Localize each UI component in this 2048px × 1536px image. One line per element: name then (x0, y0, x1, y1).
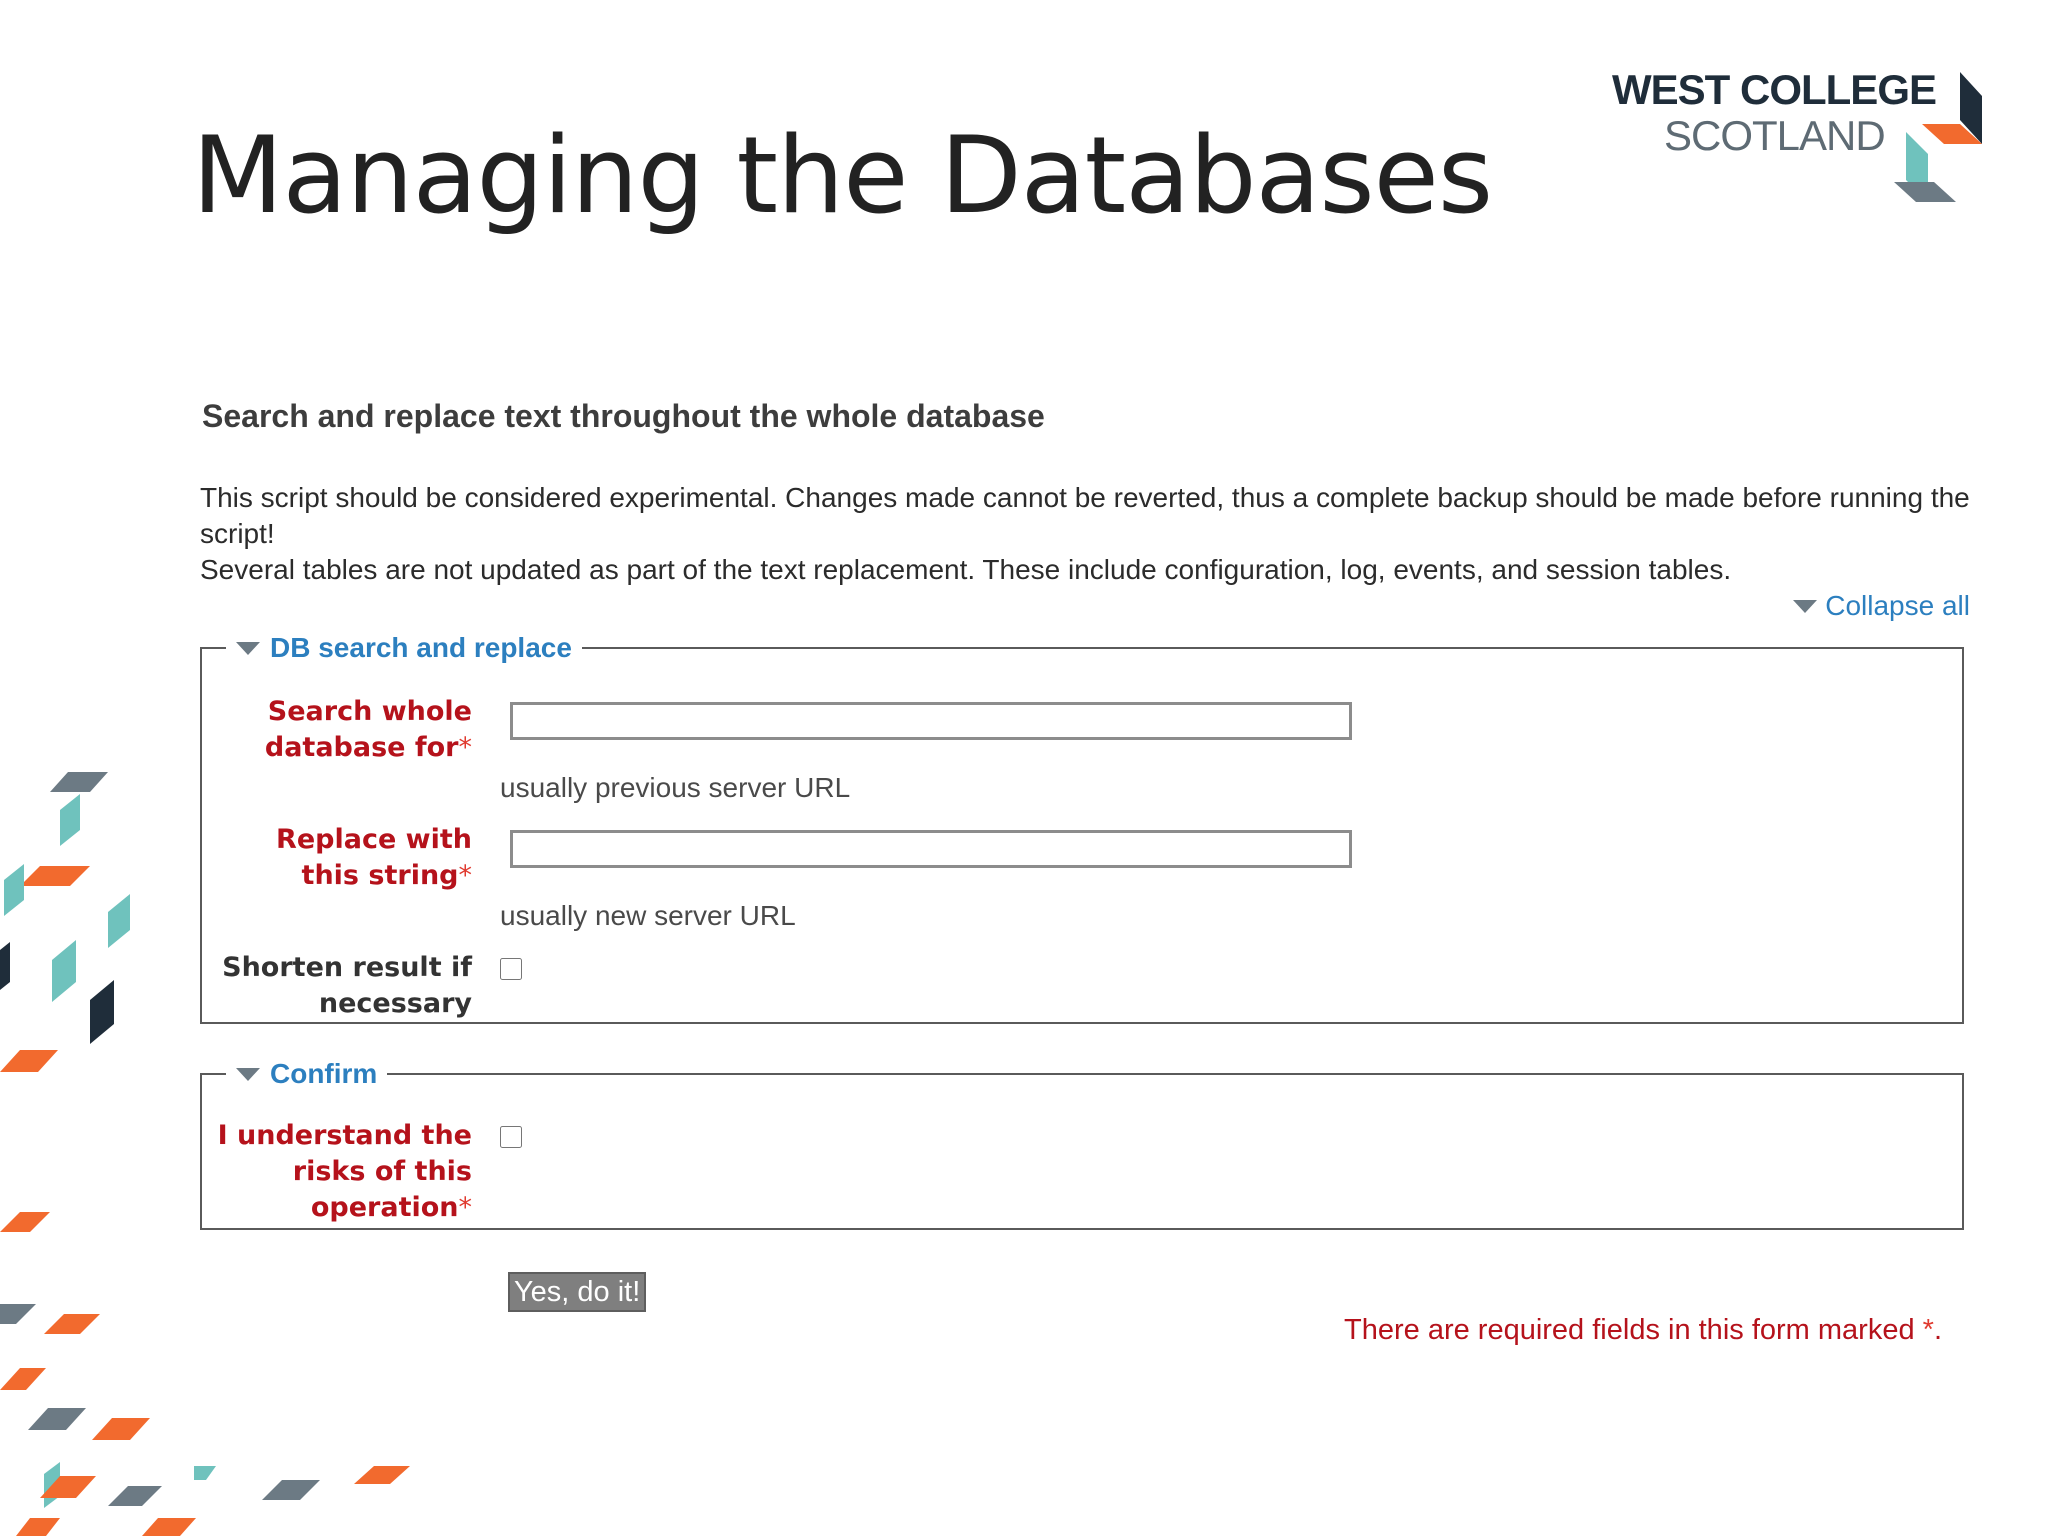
experimental-notice (200, 480, 1970, 588)
replace-hint: usually new server URL (500, 900, 796, 931)
form-heading: Search and replace text throughout the whole database (202, 398, 1045, 434)
logo-text-line1: WEST COLLEGE (1612, 66, 1936, 113)
confirm-section-title: Confirm (270, 1058, 378, 1089)
db-section-toggle[interactable] (226, 632, 582, 664)
replace-input[interactable] (510, 830, 1352, 868)
required-fields-note: There are required fields in this form marked *. (1344, 1314, 1942, 1346)
section-collapse-icon (236, 642, 260, 655)
section-collapse-icon (236, 1068, 260, 1081)
required-star-icon: * (458, 1192, 472, 1223)
replace-field-label (210, 822, 472, 894)
required-star-icon: * (458, 732, 472, 763)
shorten-field-label: Shorten result if necessary (222, 952, 472, 1019)
db-search-replace-section (200, 632, 1964, 1024)
notice-text-2: Several tables are not updated as part of the text replacement. These include configuration, log, events, and session tables. (200, 554, 1732, 585)
search-field-label (210, 694, 472, 766)
collapse-triangle-icon (1793, 600, 1817, 613)
west-college-scotland-logo (1612, 66, 1982, 206)
understand-label-text: I understand the risks of this operation (217, 1120, 472, 1223)
search-input[interactable] (510, 702, 1352, 740)
slide-title: Managing the Databases (192, 114, 1493, 237)
shorten-checkbox[interactable] (500, 958, 522, 980)
notice-text-1: This script should be considered experimental. Changes made cannot be reverted, thus a complete backup should be made before running the script! (200, 482, 1970, 549)
required-note-text: There are required fields in this form marked (1344, 1314, 1915, 1346)
yes-do-it-button[interactable]: Yes, do it! (508, 1272, 646, 1312)
understand-risks-label (210, 1118, 472, 1226)
collapse-all-label: Collapse all (1825, 590, 1970, 621)
search-hint: usually previous server URL (500, 772, 851, 803)
db-section-title: DB search and replace (270, 632, 572, 663)
search-label-text: Search whole database for (264, 696, 472, 763)
required-star-icon: * (1922, 1314, 1934, 1346)
confirm-section-toggle[interactable] (226, 1058, 387, 1090)
collapse-all-link[interactable] (1793, 590, 1970, 622)
required-star-icon: * (458, 860, 472, 891)
understand-risks-checkbox[interactable] (500, 1126, 522, 1148)
logo-text-line2: SCOTLAND (1664, 112, 1885, 159)
replace-label-text: Replace with this string (276, 824, 472, 891)
confirm-section (200, 1058, 1964, 1230)
logo-mark-icon (1894, 72, 1984, 206)
